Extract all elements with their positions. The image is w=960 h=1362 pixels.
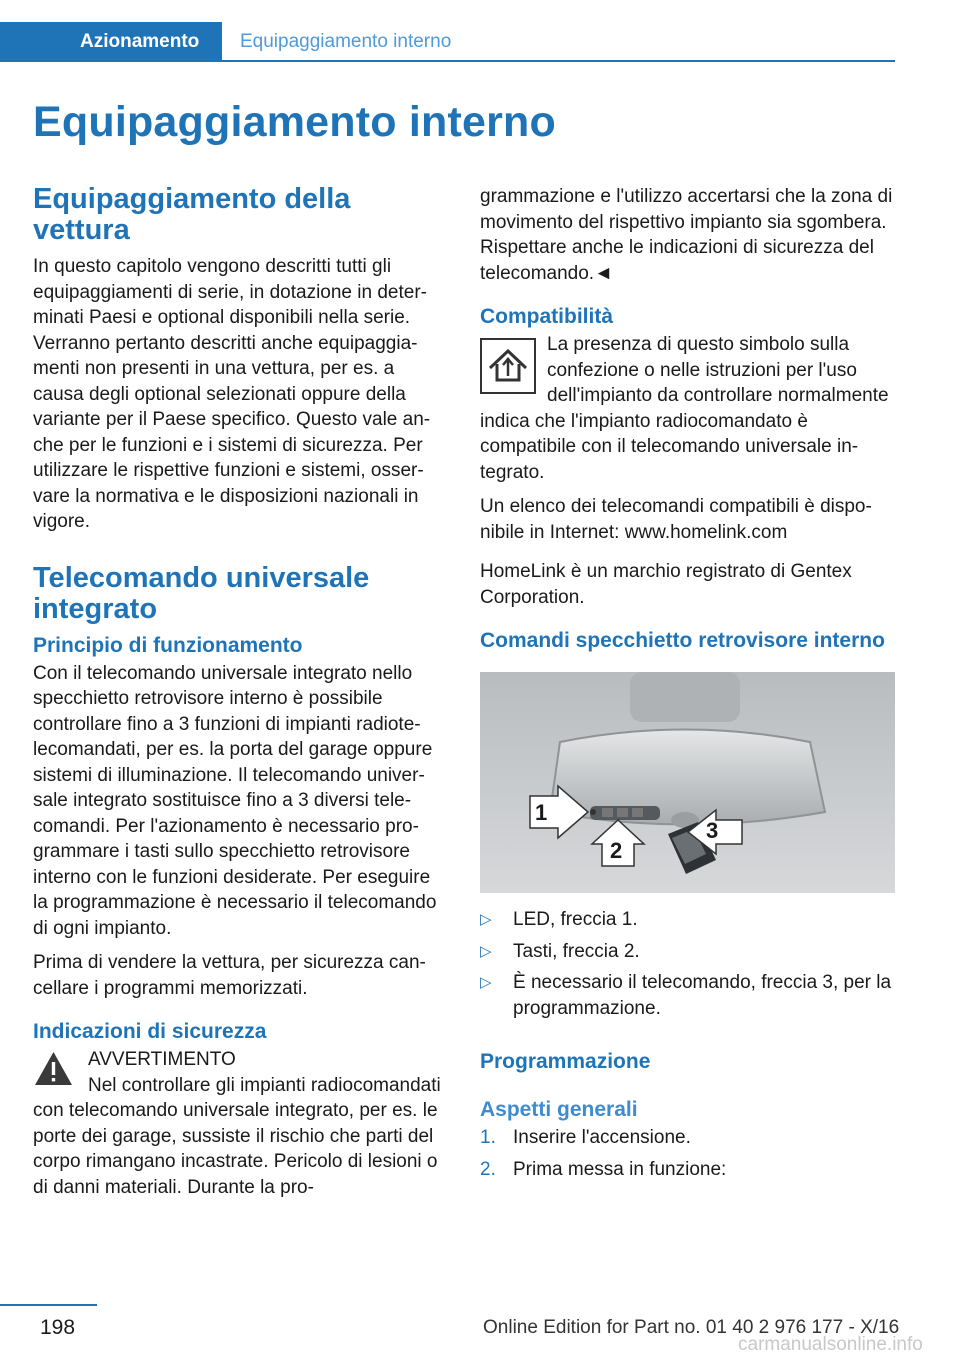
compat-block <box>480 332 895 485</box>
triangle-bullet-icon: ▷ <box>480 942 492 960</box>
footer-edition: Online Edition for Part no. 01 40 2 976 177 - X/16 <box>483 1317 900 1338</box>
heading-programmazione: Programmazione <box>480 1050 651 1073</box>
paragraph-homelink: HomeLink è un marchio registrato di Gentex Corporation. <box>480 561 852 608</box>
list-item: 1. Inserire l'accensione. <box>480 1127 691 1148</box>
page-title: Equipaggiamento interno <box>33 98 556 146</box>
footer-rule <box>0 1304 97 1306</box>
list-item: ▷ È necessario il telecomando, freccia 3, per la programmazione. <box>480 972 892 1019</box>
paragraph-compatibilita: La presenza di questo simbolo sulla confezione o nelle istruzioni per l'uso dell'impianto da controllare normalmente indica che l'impianto radiocomandato è compatibile con il telecomando universale integrato. <box>480 334 889 483</box>
paragraph-vendere: Prima di vendere la vettura, per sicurezza cancellare i programmi memorizzati. <box>33 952 426 999</box>
heading-compatibilita: Compatibilità <box>480 305 614 328</box>
page-number: 198 <box>40 1316 76 1339</box>
header-bar <box>0 22 895 62</box>
photo-label-1: 1 <box>535 800 548 825</box>
warning-triangle-icon <box>33 1050 74 1087</box>
warning-label: AVVERTIMENTO <box>88 1049 236 1070</box>
heading-aspetti-generali: Aspetti generali <box>480 1098 638 1121</box>
paragraph-principio: Con il telecomando universale integrato nello specchietto retrovisore interno è possibile controllare fino a 3 funzioni di impianti radiotelecomandati, per es. la porta del garage oppure sistemi di illuminazione. Il telecomando universale integrato sostituisce fino a 3 diversi telecomandi. Per l'azionamento è necessario programmare i tasti sullo specchietto retrovisore interno con le funzioni desiderate. Per eseguire la programmazione è necessario il telecomando di ogni impianto. <box>33 662 437 939</box>
tab-equipaggiamento-interno[interactable]: Equipaggiamento interno <box>240 31 452 52</box>
triangle-bullet-icon: ▷ <box>480 911 492 928</box>
tab-azionamento[interactable]: Azionamento <box>0 22 222 62</box>
heading-telecomando-universale: Telecomando universale integrato <box>33 561 370 625</box>
right-column <box>480 184 895 1188</box>
mirror-photo <box>480 672 895 893</box>
paragraph-equipaggiamento: In questo capitolo vengono descritti tutti gli equipaggiamenti di serie, in dotazione in determinati Paesi e optional disponibili nella serie. Verranno pertanto descritti anche equipaggiamenti non presenti in una vettura, per es. a causa degli optional selezionati oppure della variante per il Paese specifico. Questo vale anche per le funzioni e i sistemi di sicurezza. Per utilizzare le rispettive funzioni e sistemi, osservare la normativa e le disposizioni nazionali in vigore. <box>33 256 431 532</box>
steps-list <box>480 1125 895 1182</box>
photo-label-3: 3 <box>706 818 719 843</box>
list-item: ▷ Tasti, freccia 2. <box>480 939 895 965</box>
paragraph-elenco: Un elenco dei telecomandi compatibili è disponibile in Internet: www.homelink.com <box>480 496 872 543</box>
triangle-bullet-icon: ▷ <box>480 974 492 991</box>
heading-indicazioni-sicurezza: Indicazioni di sicurezza <box>33 1020 267 1043</box>
list-item: 2. Prima messa in funzione: <box>480 1158 727 1180</box>
list-item: ▷ LED, freccia 1. <box>480 907 895 933</box>
warning-block <box>33 1047 448 1200</box>
photo-label-2: 2 <box>610 838 623 863</box>
homelink-house-icon <box>480 338 536 394</box>
warning-text: Nel controllare gli impianti radiocomandati con telecomando universale integrato, per es. le porte dei garage, sussiste il rischio che parti del corpo rimangano incastrate. Pericolo di lesioni o di danni materiali. Durante la pro- <box>33 1074 441 1198</box>
mirror-controls-list <box>480 907 895 1021</box>
left-column <box>33 184 448 1209</box>
heading-principio-funzionamento: Principio di funzionamento <box>33 633 303 657</box>
watermark: carmanualsonline.info <box>738 1334 923 1355</box>
heading-comandi-specchietto: Comandi specchietto retrovisore interno <box>480 629 885 652</box>
heading-equipaggiamento-vettura: Equipaggiamento della vettura <box>33 183 351 246</box>
paragraph-continuation: grammazione e l'utilizzo accertarsi che la zona di movimento del rispettivo impianto sia sgombera. Rispettare anche le indicazioni di sicurezza del telecomando.◄ <box>480 186 893 284</box>
